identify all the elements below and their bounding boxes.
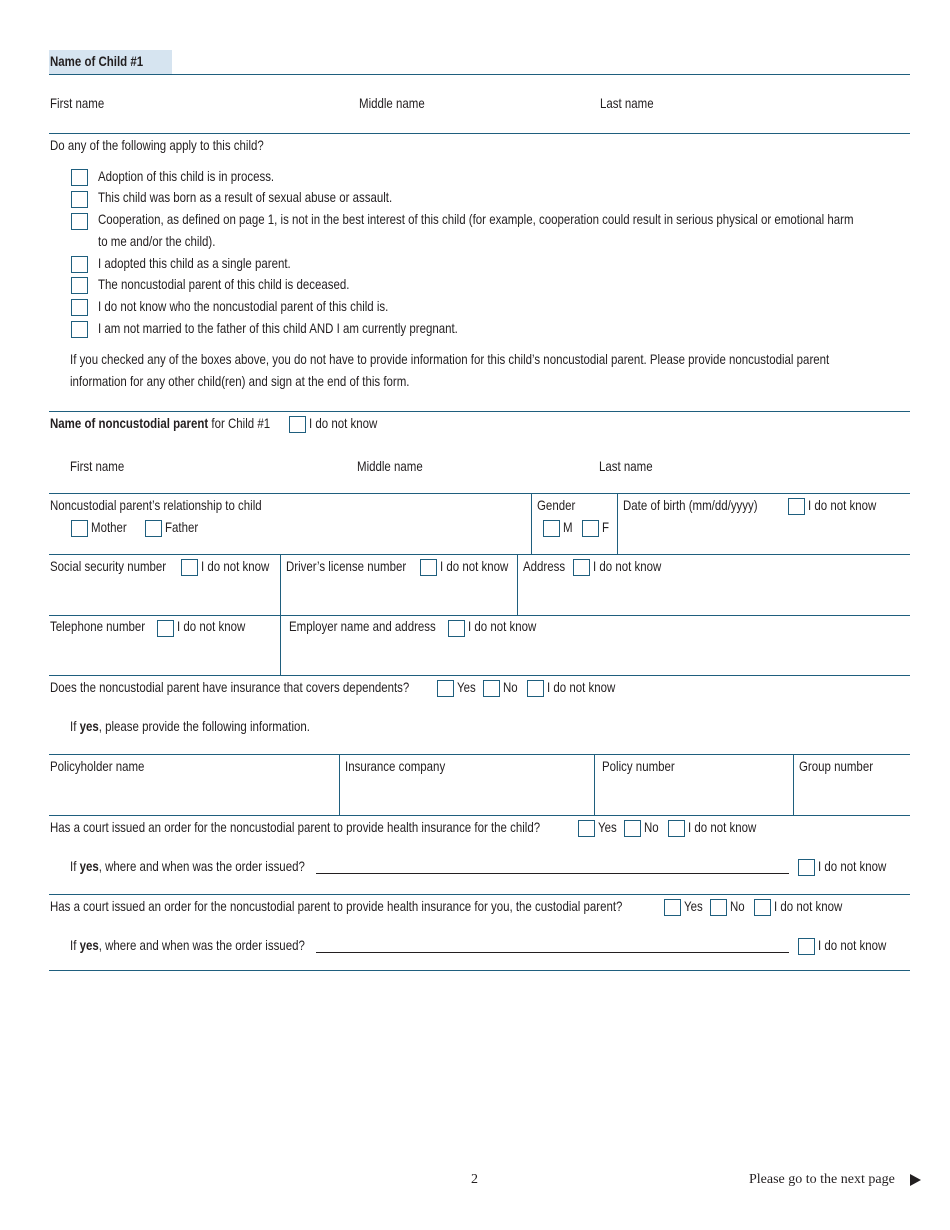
court-parent-if-yes: If yes, where and when was the order issued? (70, 937, 305, 953)
apply-option-label: The noncustodial parent of this child is deceased. (98, 276, 350, 292)
group-number-label: Group number (799, 758, 874, 774)
rule (49, 411, 910, 412)
court-child-order-unknown-checkbox[interactable] (798, 859, 815, 876)
cell-divider (517, 554, 518, 615)
cell-divider (531, 493, 532, 554)
apply-note-line: information for any other child(ren) and sign at the end of this form. (70, 373, 410, 389)
dont-know-label: I do not know (309, 415, 378, 431)
child-section-title: Name of Child #1 (50, 53, 144, 69)
policy-number-label: Policy number (602, 758, 675, 774)
rule (49, 970, 910, 971)
ssn-label: Social security number (50, 558, 167, 574)
ncp-first-name-label: First name (70, 458, 125, 474)
court-child-no-checkbox[interactable] (624, 820, 641, 837)
dont-know-label: I do not know (818, 937, 887, 953)
dont-know-label: I do not know (468, 618, 537, 634)
insurance-unknown-checkbox[interactable] (527, 680, 544, 697)
no-label: No (730, 898, 745, 914)
insurance-yes-checkbox[interactable] (437, 680, 454, 697)
court-parent-order-unknown-checkbox[interactable] (798, 938, 815, 955)
ncp-name-unknown-checkbox[interactable] (289, 416, 306, 433)
not-best-interest-checkbox[interactable] (71, 213, 88, 230)
apply-note-line: If you checked any of the boxes above, you do not have to provide information for this child’s noncustodial parent. Please provide noncustodial parent (70, 351, 830, 367)
page-number: 2 (471, 1172, 478, 1187)
next-page-label: Please go to the next page (749, 1172, 895, 1187)
cell-divider (793, 754, 794, 815)
mother-checkbox[interactable] (71, 520, 88, 537)
no-label: No (503, 679, 518, 695)
next-arrow-icon (910, 1174, 921, 1186)
apply-option-label-cont: to me and/or the child). (98, 233, 216, 249)
yes-label: Yes (598, 819, 617, 835)
apply-question: Do any of the following apply to this child? (50, 137, 264, 153)
policyholder-label: Policyholder name (50, 758, 145, 774)
rule (49, 493, 910, 494)
court-parent-question: Has a court issued an order for the noncustodial parent to provide health insurance for you, the custodial parent? (50, 898, 623, 914)
court-parent-no-checkbox[interactable] (710, 899, 727, 916)
child-middle-name-label: Middle name (359, 95, 425, 111)
court-child-unknown-checkbox[interactable] (668, 820, 685, 837)
telephone-label: Telephone number (50, 618, 146, 634)
court-child-question: Has a court issued an order for the noncustodial parent to provide health insurance for the child? (50, 819, 541, 835)
single-parent-adoption-checkbox[interactable] (71, 256, 88, 273)
child-last-name-label: Last name (600, 95, 654, 111)
father-checkbox[interactable] (145, 520, 162, 537)
apply-option-label: This child was born as a result of sexual abuse or assault. (98, 189, 393, 205)
court-parent-unknown-checkbox[interactable] (754, 899, 771, 916)
gender-f-label: F (602, 519, 610, 535)
rule (49, 133, 910, 134)
dont-know-label: I do not know (177, 618, 246, 634)
gender-m-label: M (563, 519, 573, 535)
dont-know-label: I do not know (688, 819, 757, 835)
apply-option-label: I adopted this child as a single parent. (98, 255, 291, 271)
adoption-in-process-checkbox[interactable] (71, 169, 88, 186)
cell-divider (617, 493, 618, 554)
employer-label: Employer name and address (289, 618, 436, 634)
rule (49, 894, 910, 895)
relationship-label: Noncustodial parent’s relationship to child (50, 497, 262, 513)
dl-unknown-checkbox[interactable] (420, 559, 437, 576)
dob-label: Date of birth (mm/dd/yyyy) (623, 497, 758, 513)
dont-know-label: I do not know (774, 898, 843, 914)
dob-unknown-checkbox[interactable] (788, 498, 805, 515)
gender-label: Gender (537, 497, 576, 513)
cell-divider (594, 754, 595, 815)
employer-unknown-checkbox[interactable] (448, 620, 465, 637)
court-child-order-line[interactable] (316, 873, 789, 874)
dont-know-label: I do not know (593, 558, 662, 574)
apply-option-label: I do not know who the noncustodial parent of this child is. (98, 298, 389, 314)
apply-option-label: Adoption of this child is in process. (98, 168, 275, 184)
parent-unknown-checkbox[interactable] (71, 299, 88, 316)
child-first-name-label: First name (50, 95, 105, 111)
insurance-company-label: Insurance company (345, 758, 446, 774)
gender-f-checkbox[interactable] (582, 520, 599, 537)
gender-m-checkbox[interactable] (543, 520, 560, 537)
drivers-license-label: Driver’s license number (286, 558, 407, 574)
court-parent-yes-checkbox[interactable] (664, 899, 681, 916)
parent-deceased-checkbox[interactable] (71, 277, 88, 294)
yes-label: Yes (684, 898, 703, 914)
court-child-if-yes: If yes, where and when was the order issued? (70, 858, 305, 874)
rule (49, 815, 910, 816)
pregnant-not-married-checkbox[interactable] (71, 321, 88, 338)
insurance-question: Does the noncustodial parent have insurance that covers dependents? (50, 679, 410, 695)
rule (49, 74, 910, 75)
no-label: No (644, 819, 659, 835)
apply-option-label: I am not married to the father of this child AND I am currently pregnant. (98, 320, 458, 336)
dont-know-label: I do not know (201, 558, 270, 574)
born-of-abuse-checkbox[interactable] (71, 191, 88, 208)
dont-know-label: I do not know (808, 497, 877, 513)
rule (49, 675, 910, 676)
court-parent-order-line[interactable] (316, 952, 789, 953)
cell-divider (339, 754, 340, 815)
phone-unknown-checkbox[interactable] (157, 620, 174, 637)
ncp-middle-name-label: Middle name (357, 458, 423, 474)
ncp-last-name-label: Last name (599, 458, 653, 474)
rule (49, 754, 910, 755)
mother-label: Mother (91, 519, 127, 535)
dont-know-label: I do not know (547, 679, 616, 695)
insurance-if-yes: If yes, please provide the following information. (70, 718, 310, 734)
dont-know-label: I do not know (818, 858, 887, 874)
address-label: Address (523, 558, 566, 574)
father-label: Father (165, 519, 199, 535)
apply-option-label: Cooperation, as defined on page 1, is not in the best interest of this child (for example, cooperation could result in serious physical or emotional harm (98, 211, 854, 227)
court-child-yes-checkbox[interactable] (578, 820, 595, 837)
insurance-no-checkbox[interactable] (483, 680, 500, 697)
ncp-section-title: Name of noncustodial parent for Child #1 (50, 415, 271, 431)
ssn-unknown-checkbox[interactable] (181, 559, 198, 576)
dont-know-label: I do not know (440, 558, 509, 574)
rule (49, 554, 910, 555)
yes-label: Yes (457, 679, 476, 695)
address-unknown-checkbox[interactable] (573, 559, 590, 576)
